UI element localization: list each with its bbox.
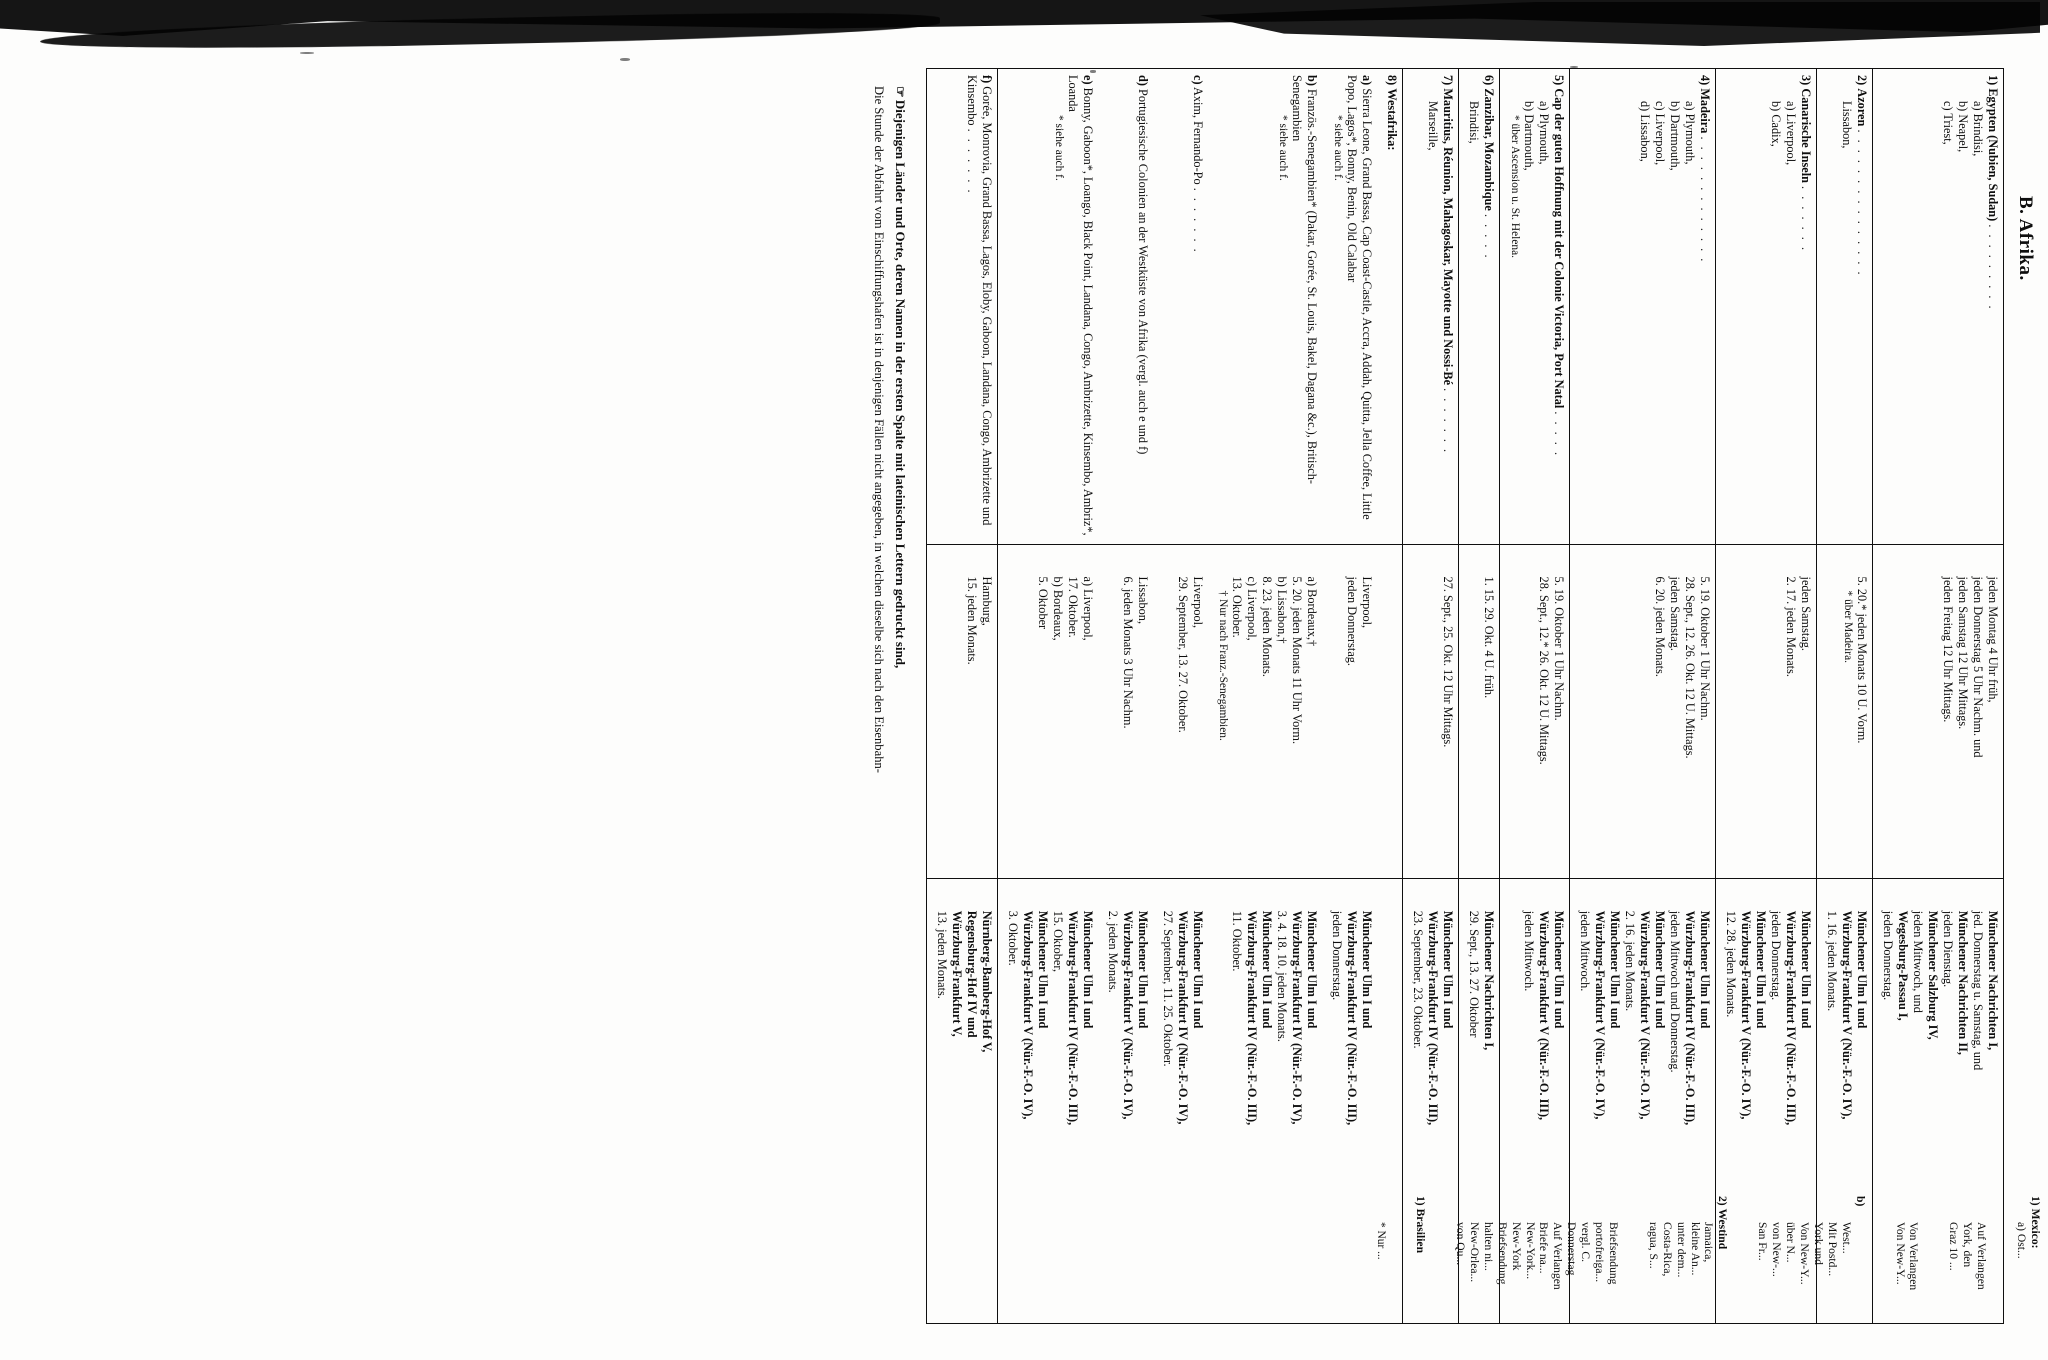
destination-cell: 7) Mauritius, Réunion, Mahagoskar, Mayotte und Nossi-Bé . . . . . . . Marseille,	[1403, 69, 1459, 545]
ships-cell: Münchener Ulm I und Würzburg-Frankfurt V (Nür.-F.-O. III), jeden Mittwoch.	[1500, 878, 1569, 1323]
table-row	[998, 69, 1099, 1324]
destination-cell: 5) Cap der guten Hoffnung mit der Colonie Victoria, Port Natal . . . . . a) Plymouth, b) Dartmouth, * über Ascension u. St. Helena.	[1500, 69, 1569, 545]
departure-cell: 1. 15. 29. Okt. 4 U. früh.	[1459, 544, 1500, 878]
adjacent-block: Auf Verlangen York, den Graz 10 ...	[1947, 1222, 1989, 1290]
table-row	[1817, 69, 1873, 1324]
ships-cell: Münchener Ulm I und Würzburg-Frankfurt IV (Nür.-F.-O. IV), 3. 4. 18. 10. jeden Monats. Münchener Ulm I und Würzburg-Frankfurt IV (Nür.-F.-O. III), 11. Oktober.	[1208, 878, 1322, 1323]
row-number: 1)	[1986, 75, 2000, 86]
destination-cell: e) Bonny, Gaboon*, Loango, Black Point, Landana, Congo, Ambrizette, Kinsembo, Ambriz*, Loanda * siehe auch f.	[998, 69, 1099, 545]
footer-note-1: ☞ Diejenigen Länder und Orte, deren Namen in der ersten Spalte mit lateinischen Lettern gedruckt sind,	[893, 86, 909, 669]
ships-cell: Münchener Ulm I und Würzburg-Frankfurt IV (Nür.-F.-O. III), jeden Donnerstag.	[1322, 878, 1377, 1323]
ships-cell: Münchener Ulm I und Würzburg-Frankfurt V (Nür.-F.-O. IV), 2. jeden Monats.	[1098, 878, 1153, 1323]
destination-cell: a) Sierra Leone, Grand Bassa, Cap Coast-Castle, Accra, Addah, Quitta, Jella Coffee, Little Popo, Lagos*, Bonny, Benin, Old Calabar * siehe auch f.	[1322, 69, 1377, 545]
ships-cell: Münchener Nachrichten I, jed. Donnerstag u. Samstag, und Münchener Nachrichten II, jeden Dienstag. Münchener Salzburg IV, jeden Mittwoch, und Wegesburg-Passau I, jeden Donnerstag.	[1873, 878, 2004, 1323]
departure-cell: jeden Montag 4 Uhr früh, jeden Donnerstag 5 Uhr Nachm. und jeden Samstag 12 Uhr Mittags. jeden Freitag 12 Uhr Mittags.	[1873, 544, 2004, 878]
destination-cell: b) Französ.-Senegambien* (Dakar, Gorée, St. Louis, Bakel, Dagana &c.), Britisch-Senegambien * siehe auch f.	[1208, 69, 1322, 545]
departure-cell: a) Liverpool, 17. Oktober. b) Bordeaux, 5. Oktober	[998, 544, 1099, 878]
departure-cell: a) Bordeaux,† 5. 20. jeden Monats 11 Uhr Vorm. b) Lissabon,† 8. 23. jeden Monats. c) Liverpool, 13. Oktober. † Nur nach Franz.-Senegambien.	[1208, 544, 1322, 878]
section-header: B. Afrika.	[2015, 196, 2036, 281]
ships-cell: Münchener Ulm I und Würzburg-Frankfurt IV (Nür.-F.-O. III), 23. September, 23. Oktober.	[1403, 878, 1459, 1323]
destination-cell: 8) Westafrika:	[1377, 69, 1402, 545]
departure-cell: Lissabon, 6. jeden Monats 3 Uhr Nachm.	[1098, 544, 1153, 878]
departure-cell: Liverpool, jeden Donnerstag.	[1322, 544, 1377, 878]
adjacent-block: Von Verlangen Von New-Y...	[1893, 1222, 1921, 1291]
table-row	[1098, 69, 1153, 1324]
departure-cell: Hamburg, 15. jeden Monats.	[927, 544, 998, 878]
adjacent-block: b) West... Mit Postd... York und Von New-Y... über N... von New-... San Fr...	[1756, 1196, 1867, 1285]
ships-cell: Münchener Ulm I und Würzburg-Frankfurt IV (Nür.-F.-O. III), jeden Mittwoch und Donnerstag. Münchener Ulm I und Würzburg-Frankfurt V (Nür.-F.-O. IV), 2. 16. jeden Monats. Münchener Ulm I und Würzburg-Frankfurt V (Nür.-F.-O. IV), jeden Mittwoch.	[1570, 878, 1716, 1323]
ships-cell: Nürnberg-Bamberg-Hof V, Regensburg-Hof IV und Würzburg-Frankfurt V, 13. jeden Monats.	[927, 878, 998, 1323]
table-row	[1153, 69, 1208, 1324]
ships-cell: Münchener Nachrichten I, 29. Sept., 13. 27. Oktober	[1459, 878, 1500, 1323]
ships-cell: Münchener Ulm I und Würzburg-Frankfurt IV (Nür.-F.-O. IV), 27. September, 11. 25. Oktober.	[1153, 878, 1208, 1323]
table-row	[1459, 69, 1500, 1324]
departure-cell: 27. Sept., 25. Okt. 12 Uhr Mittags.	[1403, 544, 1459, 878]
table-row	[1500, 69, 1569, 1324]
destination-cell: d) Portugiesische Colonien an der Westküste von Afrika (vergl. auch e und f)	[1098, 69, 1153, 545]
ships-cell: Münchener Ulm I und Würzburg-Frankfurt IV (Nür.-F.-O. III), jeden Donnerstag. Münchener Ulm I und Würzburg-Frankfurt V (Nür.-F.-O. IV), 12. 28. jeden Monats.	[1716, 878, 1817, 1323]
destination-cell: 3) Canarische Inseln . . . . . . . a) Liverpool, b) Cadix,	[1716, 69, 1817, 545]
table-row	[1403, 69, 1459, 1324]
destination-cell: 4) Madeira . . . . . . . . . . . . . a) Plymouth, b) Dartmouth, c) Liverpool, d) Lissabon,	[1570, 69, 1716, 545]
departure-cell: 5. 19. Oktober 1 Uhr Nachm. 28. Sept., 12.* 26. Okt. 12 U. Mittags.	[1500, 544, 1569, 878]
table-row	[1570, 69, 1716, 1324]
departure-cell: 5. 20.* jeden Monats 10 U. Vorm. * über Madeira.	[1817, 544, 1873, 878]
document-page	[62, 46, 2042, 1346]
table-row	[1322, 69, 1377, 1324]
destination-cell: c) Axim, Fernando-Po . . . . . . .	[1153, 69, 1208, 545]
destination-cell: 1) Egypten (Nubien, Sudan) . . . . . . . . . a) Brindisi, b) Neapel, c) Triest,	[1873, 69, 2004, 545]
table-row	[1873, 69, 2004, 1324]
footer-note-2: Die Stunde der Abfahrt vom Einschiffungshafen ist in denjenigen Fällen nicht angegeben, in welchen dieselbe sich nach den Eisenbahn-	[872, 86, 887, 773]
destination-name: Egypten (Nubien, Sudan)	[1986, 88, 2000, 222]
adjacent-block: 1) Brasilien	[1414, 1196, 1428, 1254]
adjacent-block: Briefsendung portofreiga... vergl. C. Donnerstag Auf Verlangen Briefe na... New-York... New-York Briefsendung halten ni... New-Orlea... von Qu...	[1454, 1222, 1620, 1290]
ships-cell: Münchener Ulm I und Würzburg-Frankfurt V (Nür.-F.-O. IV), 1. 16. jeden Monats.	[1817, 878, 1873, 1323]
ships-cell: Münchener Ulm I und Würzburg-Frankfurt IV (Nür.-F.-O. III), 15. Oktober, Münchener Ulm I und Würzburg-Frankfurt V (Nür.-F.-O. IV), 3. Oktober.	[998, 878, 1099, 1323]
adjacent-block: 1) Mexico: a) Ost...	[2015, 1196, 2042, 1259]
departure-cell: jeden Samstag. 2. 17. jeden Monats.	[1716, 544, 1817, 878]
departure-cell: Liverpool, 29. September, 13. 27. Oktober.	[1153, 544, 1208, 878]
destination-cell: 6) Zanzibar, Mozambique . . . . . Brindisi,	[1459, 69, 1500, 545]
adjacent-block: 2) Westind Jamaica, kleine An... unter dem... Costa-Rica, ragua, S...	[1646, 1196, 1730, 1278]
adjacent-block: * Nur ...	[1375, 1222, 1388, 1260]
departure-cell: 5. 19. Oktober 1 Uhr Nachm. 28. Sept., 12. 26. Okt. 12 U. Mittags. jeden Samstag. 6. 20. jeden Monats.	[1570, 544, 1716, 878]
table-row-group-header	[1377, 69, 1402, 1324]
destination-cell: f) Gorée, Monrovia, Grand Bassa, Lagos, Eloby, Gaboon, Landana, Congo, Ambrizette und Kinsembo . . . . . . .	[927, 69, 998, 545]
table-row	[1716, 69, 1817, 1324]
table-row	[927, 69, 998, 1324]
destination-cell: 2) Azoren . . . . . . . . . . . . . . . Lissabon,	[1817, 69, 1873, 545]
adjacent-column	[1348, 1196, 2043, 1346]
table-row	[1208, 69, 1322, 1324]
pointing-hand-icon: ☞	[893, 86, 909, 97]
schedule-table	[926, 68, 2004, 1324]
